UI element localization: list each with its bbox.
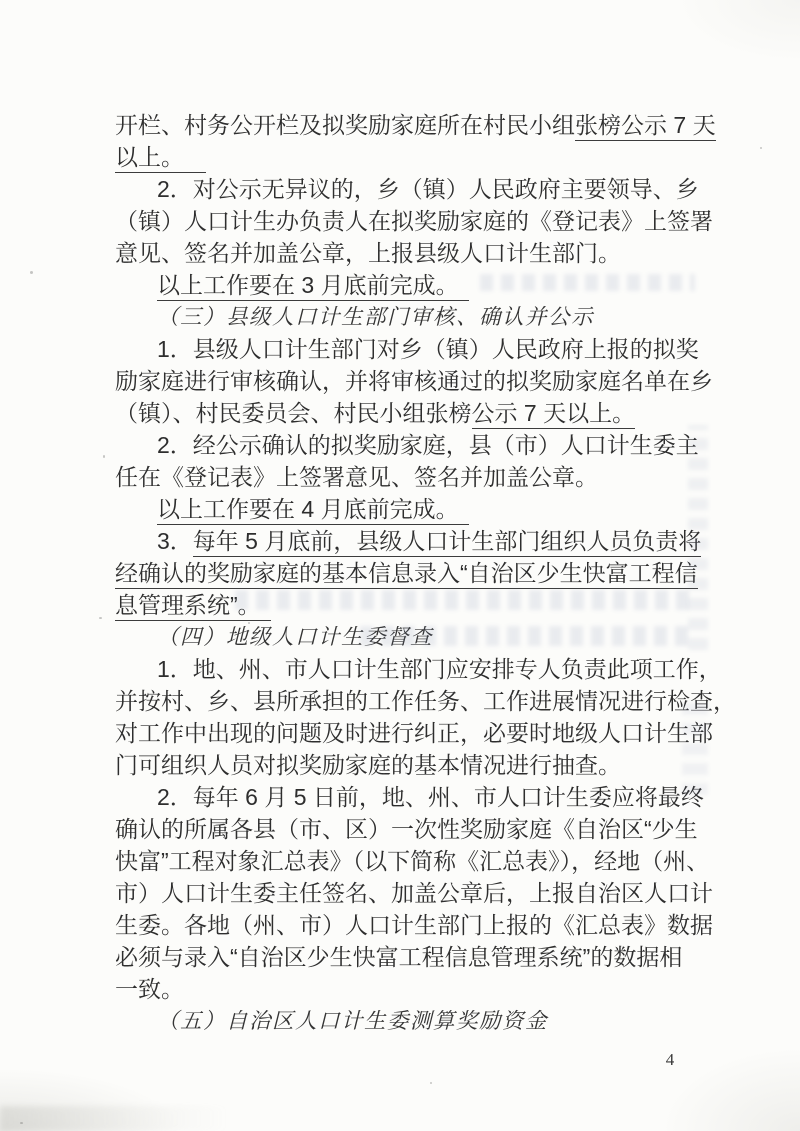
text-segment: 确认的所属各县（市、区）一次性奖励家庭《自治区“少生 bbox=[115, 816, 698, 842]
text-line bbox=[115, 525, 702, 557]
text-line bbox=[115, 173, 697, 205]
underlined-text: 以上工作要在 3 月底前完成。 bbox=[157, 272, 469, 301]
text-segment: 一致。 bbox=[115, 976, 184, 1002]
text-line bbox=[115, 557, 697, 589]
text-line bbox=[115, 877, 713, 909]
underlined-text: 以上工作要在 4 月底前完成。 bbox=[157, 496, 469, 525]
text-line bbox=[115, 429, 697, 461]
text-line bbox=[115, 365, 713, 397]
underlined-text: 经确认的奖励家庭的基本信息录入“自治区少生快富工程信 bbox=[115, 560, 698, 589]
underlined-text: 每年 5 月底前，县级人口计生部门组织人员负责将 bbox=[193, 528, 702, 557]
text-line bbox=[115, 845, 710, 877]
text-line bbox=[115, 685, 736, 717]
text-segment: （镇）、村民委员会、村民小组张榜 bbox=[115, 400, 472, 426]
text-segment: 2．每年 6 月 5 日前，地、州、市人口计生委应将最终 bbox=[157, 784, 704, 810]
text-segment: （五）自治区人口计生委测算奖励资金 bbox=[157, 1009, 549, 1033]
text-segment: 门可组织人员对拟奖励家庭的基本情况进行抽查。 bbox=[115, 752, 621, 778]
text-line bbox=[115, 653, 722, 685]
text-segment: 意见、签名并加盖公章，上报县级人口计生部门。 bbox=[115, 240, 621, 266]
text-segment: 对工作中出现的问题及时进行纠正，必要时地级人口计生部 bbox=[115, 720, 713, 746]
dust-speck bbox=[430, 1082, 432, 1084]
text-segment: （三）县级人口计生部门审核、确认并公示 bbox=[157, 305, 595, 329]
underlined-text: 张榜公示 7 天 bbox=[575, 112, 716, 141]
dust-speck bbox=[760, 147, 762, 149]
text-line bbox=[115, 717, 713, 749]
text-line bbox=[115, 205, 713, 237]
text-line bbox=[115, 781, 704, 813]
text-segment: 生委。各地（州、市）人口计生部门上报的《汇总表》数据 bbox=[115, 912, 713, 938]
text-line bbox=[115, 269, 697, 301]
text-segment: 市）人口计生委主任签名、加盖公章后，上报自治区人口计 bbox=[115, 880, 713, 906]
dust-speck bbox=[99, 617, 102, 619]
text-segment: 1．县级人口计生部门对乡（镇）人民政府上报的拟奖 bbox=[157, 336, 699, 362]
text-segment: 任在《登记表》上签署意见、签名并加盖公章。 bbox=[115, 464, 598, 490]
text-line bbox=[115, 461, 697, 493]
text-line bbox=[115, 813, 697, 845]
text-segment: （四）地级人口计生委督查 bbox=[157, 625, 434, 649]
text-line bbox=[115, 237, 697, 269]
text-segment: 2．对公示无异议的，乡（镇）人民政府主要领导、乡 bbox=[157, 176, 699, 202]
dust-speck bbox=[103, 455, 105, 458]
text-line bbox=[115, 397, 697, 429]
text-segment: 励家庭进行审核确认，并将审核通过的拟奖励家庭名单在乡 bbox=[115, 368, 713, 394]
text-line bbox=[115, 973, 697, 1005]
text-line bbox=[115, 749, 697, 781]
dust-speck bbox=[30, 271, 33, 274]
text-line bbox=[115, 909, 713, 941]
text-segment: 2．经公示确认的拟奖励家庭，县（市）人口计生委主 bbox=[157, 432, 699, 458]
underlined-text: 公示 7 天以上。 bbox=[472, 400, 636, 429]
text-line bbox=[115, 589, 697, 621]
text-segment: 必须与录入“自治区少生快富工程信息管理系统”的数据相 bbox=[115, 944, 683, 970]
underlined-text: 以上。 bbox=[115, 144, 206, 173]
text-line bbox=[115, 941, 697, 973]
text-segment: 3． bbox=[157, 528, 193, 554]
text-line bbox=[115, 333, 697, 365]
text-line bbox=[115, 141, 697, 173]
text-segment: （镇）人口计生办负责人在拟奖励家庭的《登记表》上签署 bbox=[115, 208, 713, 234]
text-segment: 快富”工程对象汇总表》（以下简称《汇总表》），经地（州、 bbox=[115, 848, 710, 874]
dust-speck bbox=[20, 1122, 23, 1124]
text-segment: 开栏、村务公开栏及拟奖励家庭所在村民小组 bbox=[115, 112, 575, 138]
page-number: 4 bbox=[665, 1050, 675, 1069]
section-heading bbox=[115, 301, 697, 333]
text-segment: 并按村、乡、县所承担的工作任务、工作进展情况进行检查， bbox=[115, 688, 736, 714]
section-heading bbox=[115, 621, 697, 653]
section-heading bbox=[115, 1005, 697, 1037]
text-segment: 1．地、州、市人口计生部门应安排专人负责此项工作， bbox=[157, 656, 722, 682]
scan-edge-smudge bbox=[0, 1106, 230, 1131]
text-line bbox=[115, 493, 697, 525]
document-body bbox=[115, 109, 736, 1037]
underlined-text: 息管理系统”。 bbox=[115, 592, 271, 621]
text-line bbox=[115, 109, 716, 141]
